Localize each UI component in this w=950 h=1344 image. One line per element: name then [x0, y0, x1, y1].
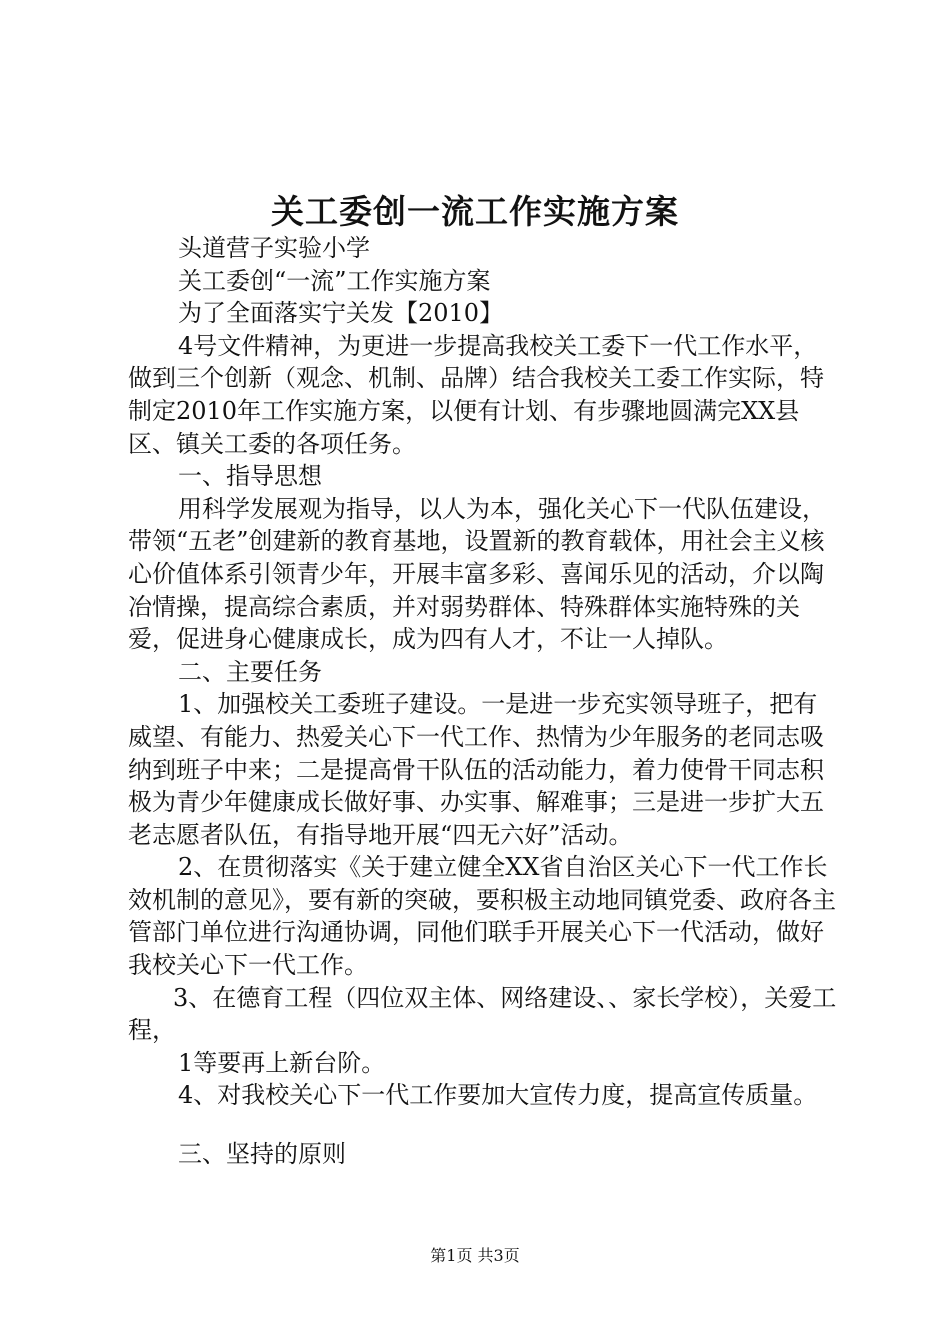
section-heading-3: 三、坚持的原则	[178, 1140, 346, 1169]
document-body	[128, 232, 838, 1171]
task-1-paragraph: 1、加强校关工委班子建设。一是进一步充实领导班子，把有威望、有能力、热爱关心下一代工作、热情为少年服务的老同志吸纳到班子中来；二是提高骨干队伍的活动能力，着力使骨干同志积极为青少年健康成长做好事、办实事、解难事；三是进一步扩大五老志愿者队伍，有指导地开展“四无六好”活动。	[128, 690, 824, 849]
page-footer: 第1页 共3页	[430, 1246, 520, 1265]
subtitle: 关工委创“一流”工作实施方案	[178, 266, 491, 295]
intro-line: 为了全面落实宁关发【2010】	[178, 299, 504, 328]
task-3-paragraph: 3、在德育工程（四位双主体、网络建设、、家长学校），关爱工程，	[128, 983, 837, 1045]
task-2-paragraph: 2、在贯彻落实《关于建立健全XX省自治区关心下一代工作长效机制的意见》，要有新的突破，要积极主动地同镇党委、政府各主管部门单位进行沟通协调，同他们联手开展关心下一代活动，做好我校关心下一代工作。	[128, 853, 836, 980]
section-heading-2: 二、主要任务	[178, 657, 322, 686]
intro-paragraph: 4号文件精神，为更进一步提高我校关工委下一代工作水平，做到三个创新（观念、机制、品牌）结合我校关工委工作实际，特制定2010年工作实施方案，以便有计划、有步骤地圆满完XX县区、镇关工委的各项任务。	[128, 331, 824, 458]
document-title: 关工委创一流工作实施方案	[271, 192, 679, 231]
task-4-paragraph: 4、对我校关心下一代工作要加大宣传力度，提高宣传质量。	[178, 1081, 818, 1110]
section-1-paragraph: 用科学发展观为指导，以人为本，强化关心下一代队伍建设，带领“五老”创建新的教育基地，设置新的教育载体，用社会主义核心价值体系引领青少年，开展丰富多彩、喜闻乐见的活动，介以陶冶情操，提高综合素质，并对弱势群体、特殊群体实施特殊的关爱，促进身心健康成长，成为四有人才，不让一人掉队。	[128, 494, 826, 654]
task-3-continuation: 1等要再上新台阶。	[178, 1048, 386, 1077]
school-name: 头道营子实验小学	[178, 234, 370, 262]
section-heading-1: 一、指导思想	[178, 462, 322, 491]
